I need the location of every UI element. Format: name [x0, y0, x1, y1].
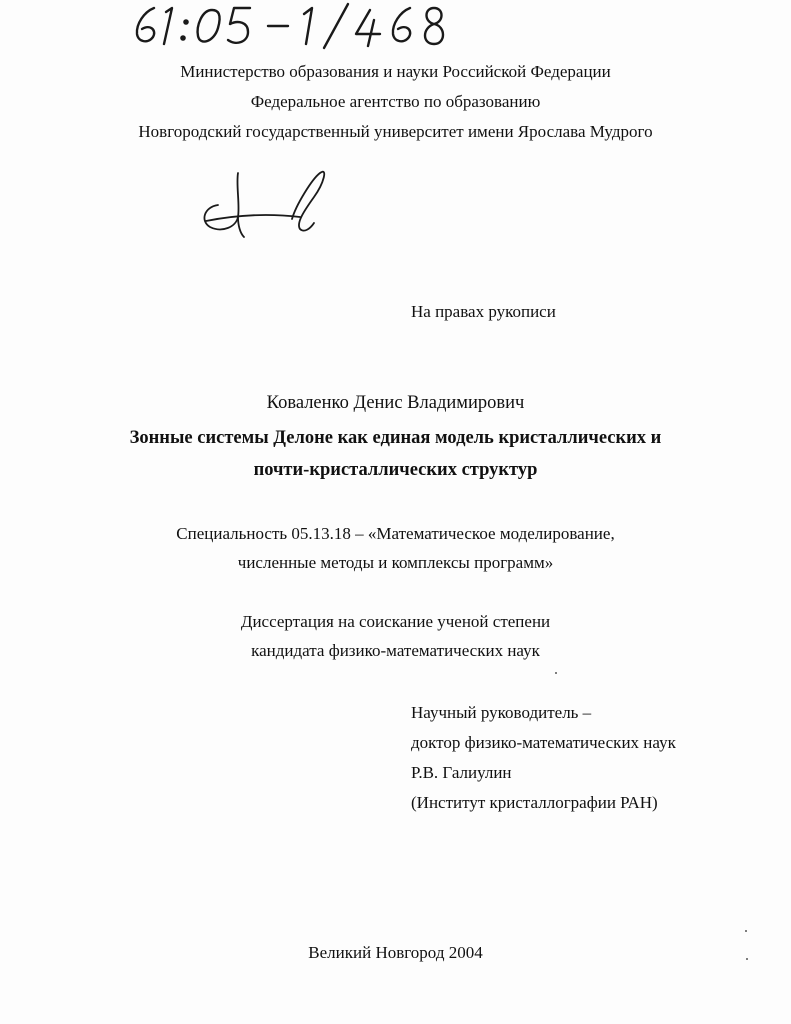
- scan-speck: [746, 958, 748, 960]
- degree-line-1: Диссертация на соискание ученой степени: [240, 612, 551, 631]
- scan-speck: [745, 930, 747, 932]
- specialty-line-2: численные методы и комплексы программ»: [237, 553, 554, 572]
- degree-line-2: кандидата физико-математических наук: [251, 641, 540, 660]
- supervisor-degree: доктор физико-математических наук: [411, 733, 676, 752]
- signature: [196, 165, 336, 245]
- university-line: Новгородский государственный университет имени Ярослава Мудрого: [138, 122, 653, 141]
- city-year: Великий Новгород 2004: [308, 943, 483, 962]
- supervisor-label: Научный руководитель –: [411, 703, 592, 722]
- specialty-line-1: Специальность 05.13.18 – «Математическое моделирование,: [176, 524, 615, 543]
- manuscript-note: На правах рукописи: [411, 302, 556, 321]
- ministry-line: Министерство образования и науки Российской Федерации: [180, 62, 611, 81]
- supervisor-name: Р.В. Галиулин: [411, 763, 512, 782]
- author-name: Коваленко Денис Владимирович: [266, 393, 525, 413]
- handwritten-catalog-number: [128, 2, 458, 50]
- supervisor-institution: (Институт кристаллографии РАН): [411, 793, 658, 812]
- dissertation-title-line-2: почти-кристаллических структур: [253, 460, 538, 480]
- dissertation-title-line-1: Зонные системы Делоне как единая модель кристаллических и: [129, 428, 662, 448]
- scan-speck: [555, 672, 557, 674]
- agency-line: Федеральное агентство по образованию: [250, 92, 541, 111]
